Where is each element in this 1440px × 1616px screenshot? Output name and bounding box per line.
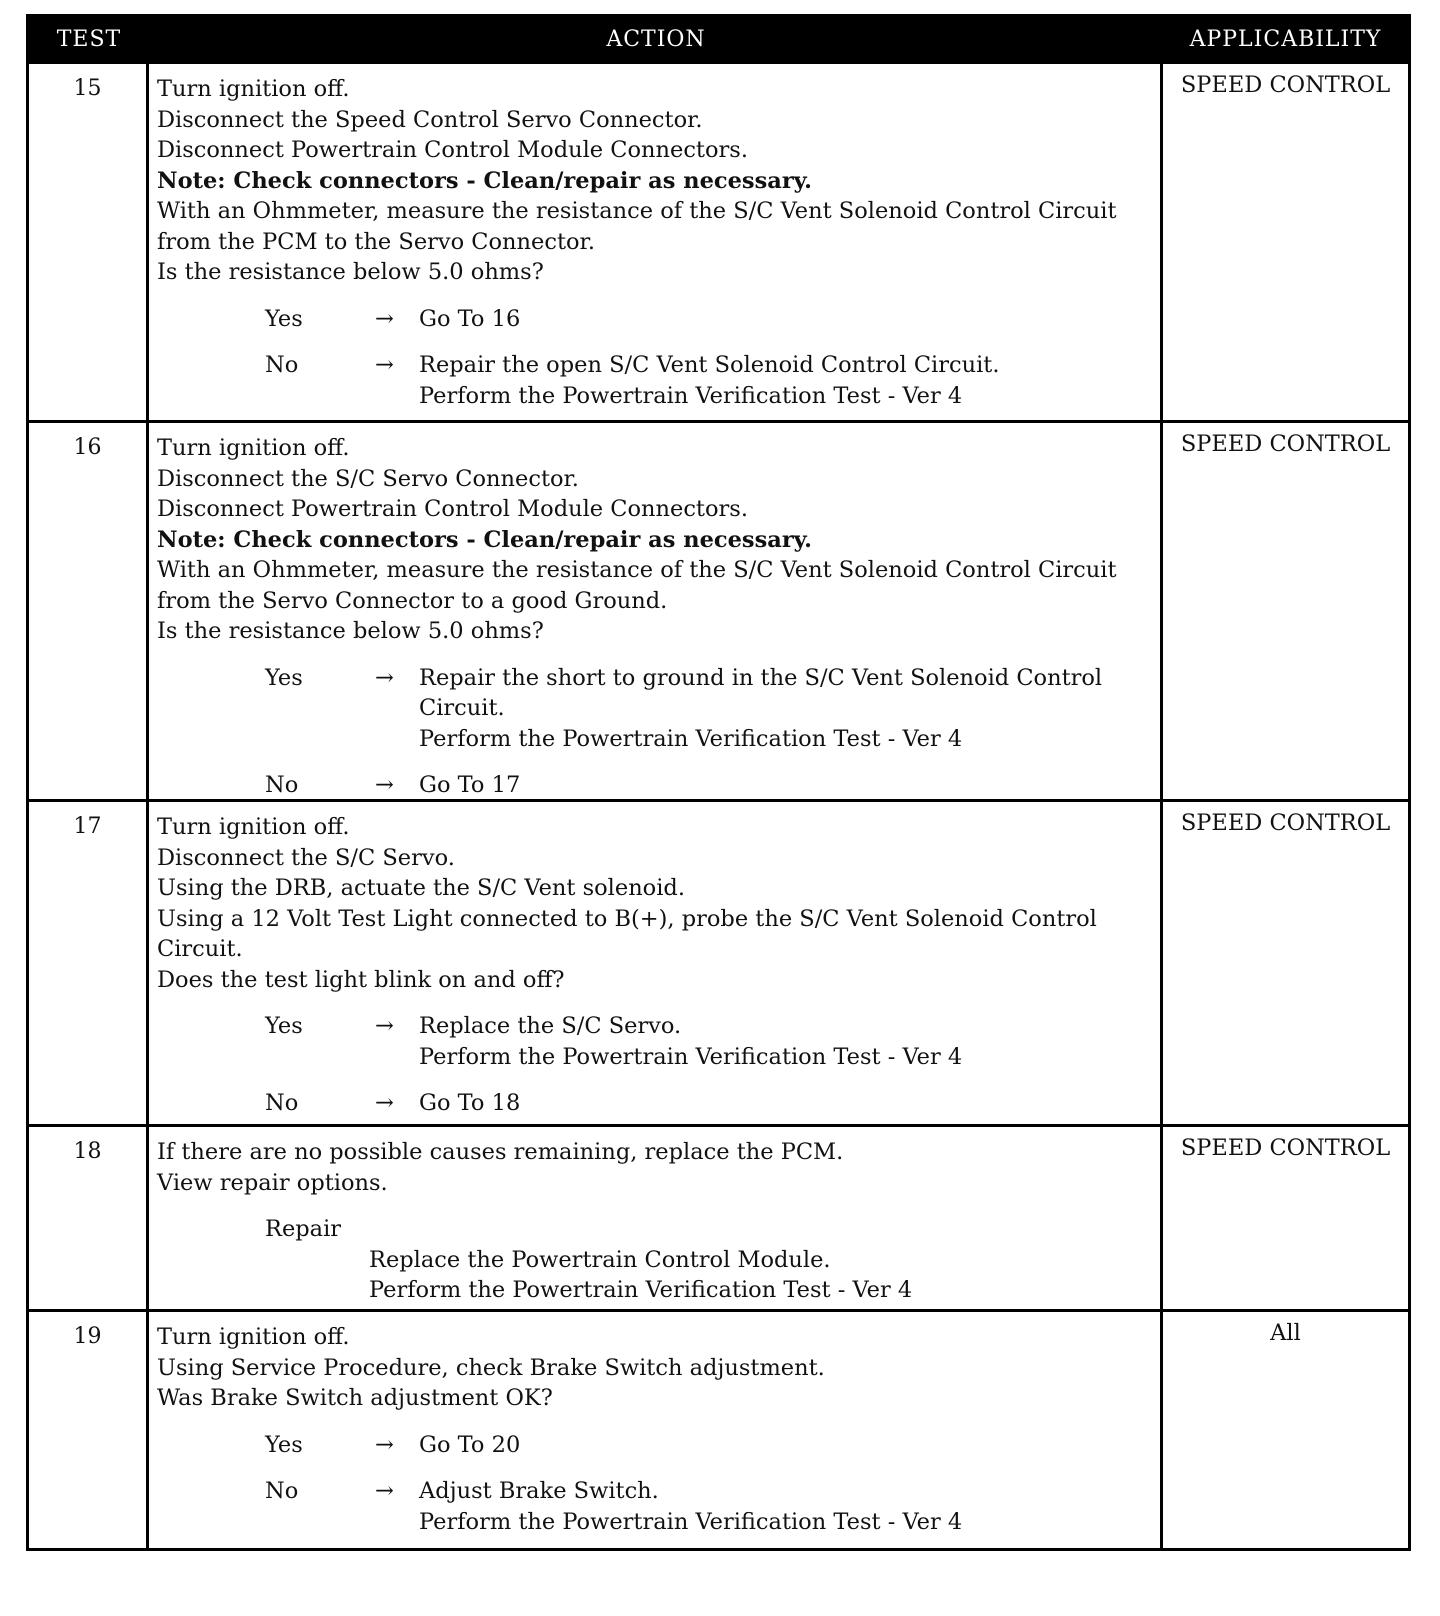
arrow-icon: → [375, 1013, 394, 1039]
action-cell [149, 64, 1163, 420]
action-cell [149, 423, 1163, 799]
yes-branch [157, 1430, 1152, 1461]
no-result: Go To 18 [419, 1090, 521, 1116]
table-row [29, 61, 1408, 420]
no-result: Go To 17 [419, 772, 521, 798]
action-line: Disconnect the S/C Servo Connector. [157, 465, 579, 492]
yes-branch [157, 663, 1152, 755]
repair-label: Repair [265, 1216, 342, 1242]
table-row [29, 420, 1408, 799]
note-line: Note: Check connectors - Clean/repair as necessary. [157, 526, 812, 553]
action-line: With an Ohmmeter, measure the resistance of the S/C Vent Solenoid Control Circuit [157, 198, 1117, 224]
note-line: Note: Check connectors - Clean/repair as necessary. [157, 167, 812, 194]
yes-result: Go To 20 [419, 1431, 521, 1458]
applicability-cell: SPEED CONTROL [1180, 72, 1391, 98]
yes-result: Perform the Powertrain Verification Test - Ver 4 [419, 1043, 963, 1070]
arrow-icon: → [375, 664, 394, 691]
test-number: 15 [29, 64, 149, 420]
action-line: Circuit. [157, 936, 243, 962]
table-row [29, 1124, 1408, 1309]
no-label: No [265, 772, 299, 798]
header-applicability: APPLICABILITY [1189, 26, 1382, 52]
applicability-cell: SPEED CONTROL [1180, 1135, 1391, 1161]
header-test: TEST [56, 26, 122, 52]
action-line: Disconnect the S/C Servo. [157, 844, 455, 871]
repair-line: Replace the Powertrain Control Module. [369, 1246, 831, 1273]
arrow-icon: → [375, 1431, 394, 1458]
action-line: Using Service Procedure, check Brake Switch adjustment. [157, 1354, 825, 1381]
yes-result: Circuit. [419, 695, 505, 721]
test-number: 17 [29, 802, 149, 1124]
applicability-cell: SPEED CONTROL [1180, 810, 1391, 836]
action-line: If there are no possible causes remaining, replace the PCM. [157, 1139, 844, 1165]
no-branch [157, 770, 1152, 801]
yes-result: Replace the S/C Servo. [419, 1013, 682, 1039]
action-line: Does the test light blink on and off? [157, 966, 565, 993]
yes-result: Perform the Powertrain Verification Test - Ver 4 [419, 725, 963, 752]
yes-label: Yes [265, 305, 303, 332]
table-row [29, 799, 1408, 1124]
no-result: Perform the Powertrain Verification Test - Ver 4 [419, 382, 963, 409]
arrow-icon: → [375, 1090, 394, 1116]
no-result: Perform the Powertrain Verification Test - Ver 4 [419, 1508, 963, 1535]
yes-result: Repair the short to ground in the S/C Vent Solenoid Control [419, 664, 1103, 691]
action-cell [149, 802, 1163, 1124]
arrow-icon: → [375, 772, 394, 798]
no-label: No [265, 352, 299, 378]
action-line: Turn ignition off. [157, 435, 350, 461]
action-line: from the PCM to the Servo Connector. [157, 228, 595, 255]
no-result: Adjust Brake Switch. [419, 1478, 659, 1504]
action-line: Disconnect Powertrain Control Module Connectors. [157, 496, 748, 522]
applicability-cell: All [1270, 1320, 1301, 1346]
action-cell [149, 1127, 1163, 1309]
yes-label: Yes [265, 1013, 303, 1039]
no-result: Repair the open S/C Vent Solenoid Control Circuit. [419, 352, 1000, 378]
no-branch [157, 1476, 1152, 1537]
applicability-cell: SPEED CONTROL [1180, 431, 1391, 457]
test-number: 18 [29, 1127, 149, 1309]
no-label: No [265, 1478, 299, 1504]
yes-label: Yes [265, 1431, 303, 1458]
header-action: ACTION [606, 26, 706, 52]
yes-branch [157, 1011, 1152, 1072]
repair-line: Perform the Powertrain Verification Test - Ver 4 [369, 1277, 913, 1303]
yes-branch [157, 304, 1152, 335]
action-line: Is the resistance below 5.0 ohms? [157, 259, 544, 285]
table-header [29, 17, 1408, 61]
action-line: Disconnect the Speed Control Servo Connector. [157, 106, 703, 133]
arrow-icon: → [375, 1478, 394, 1504]
action-line: Is the resistance below 5.0 ohms? [157, 618, 544, 644]
action-line: Disconnect Powertrain Control Module Connectors. [157, 137, 748, 163]
no-branch [157, 1088, 1152, 1119]
arrow-icon: → [375, 305, 394, 332]
yes-label: Yes [265, 664, 303, 691]
action-line: View repair options. [157, 1169, 388, 1196]
action-line: Turn ignition off. [157, 1324, 350, 1350]
diagnostic-table [26, 14, 1411, 1551]
table-row [29, 1309, 1408, 1548]
arrow-icon: → [375, 352, 394, 378]
no-branch [157, 350, 1152, 411]
action-line: Turn ignition off. [157, 814, 350, 840]
action-line: Using the DRB, actuate the S/C Vent solenoid. [157, 875, 685, 901]
action-cell [149, 1312, 1163, 1548]
test-number: 19 [29, 1312, 149, 1548]
repair-options [157, 1245, 1152, 1306]
action-line: Was Brake Switch adjustment OK? [157, 1385, 553, 1411]
action-line: Using a 12 Volt Test Light connected to B(+), probe the S/C Vent Solenoid Control [157, 905, 1097, 932]
action-line: Turn ignition off. [157, 76, 350, 102]
no-label: No [265, 1090, 299, 1116]
action-line: from the Servo Connector to a good Ground. [157, 587, 668, 614]
yes-result: Go To 16 [419, 305, 521, 332]
test-number: 16 [29, 423, 149, 799]
action-line: With an Ohmmeter, measure the resistance of the S/C Vent Solenoid Control Circuit [157, 557, 1117, 583]
